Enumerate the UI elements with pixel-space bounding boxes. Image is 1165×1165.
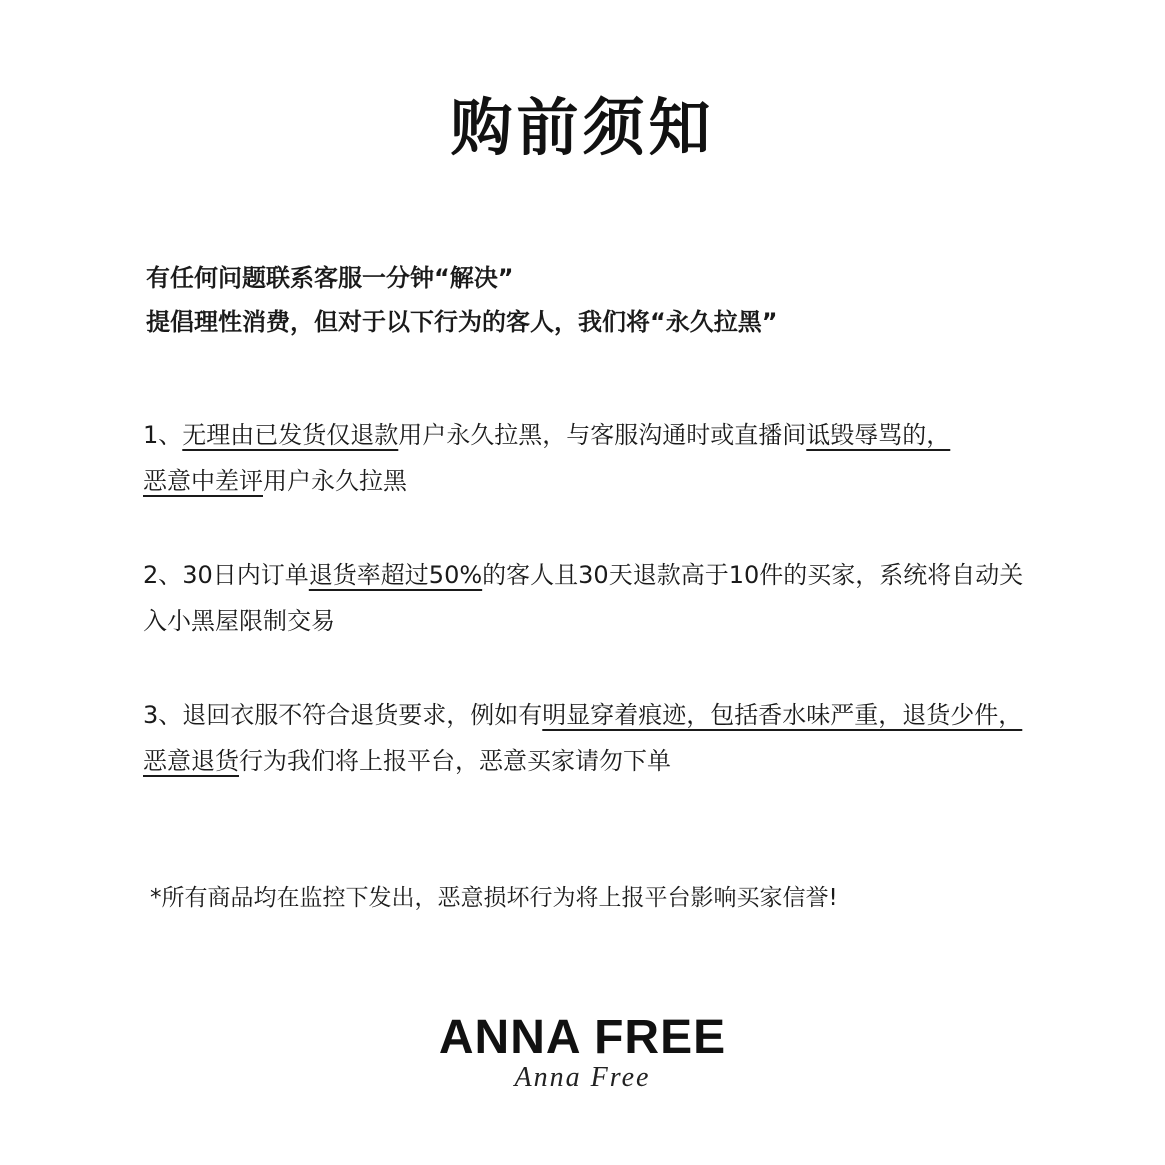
rule-3-segment: 3、退回衣服不符合退货要求，例如有	[143, 701, 543, 729]
rule-2	[143, 552, 1043, 644]
rule-3-segment: 行为我们将上报平台，恶意买家请勿下单	[239, 747, 671, 775]
rule-1-segment: 用户永久拉黑，与客服沟通时或直播间	[398, 421, 807, 449]
monitoring-note: *所有商品均在监控下发出，恶意损坏行为将上报平台影响买家信誉!	[150, 885, 838, 911]
rule-1-segment: 无理由已发货仅退款	[182, 421, 399, 449]
rule-1-segment: 用户永久拉黑	[263, 467, 407, 495]
rule-1-segment: 诋毁辱骂的，	[806, 421, 951, 449]
intro-block	[146, 256, 778, 344]
rule-2-segment: 退货率超过50%	[308, 561, 483, 589]
rule-2-segment: 2、30日内订单	[143, 561, 309, 589]
rule-2-segment: 的客人且30天退款高于10件的买家，系统将自动关入小黑屋限制交易	[143, 561, 1024, 635]
rule-3	[143, 692, 1043, 784]
rule-1-segment: 恶意中差评	[143, 467, 263, 495]
rule-3-segment: 明显穿着痕迹，包括香水味严重，退货少件，恶意退货	[143, 701, 1023, 775]
brand-logo-text: ANNA FREE	[438, 1011, 727, 1064]
intro-line-contact: 有任何问题联系客服一分钟“解决”	[146, 264, 514, 292]
rule-1	[143, 412, 1043, 504]
rule-1-segment: 1、	[143, 421, 183, 449]
intro-line-policy: 提倡理性消费，但对于以下行为的客人，我们将“永久拉黑”	[146, 308, 778, 336]
page-title: 购前须知	[450, 91, 715, 164]
brand-logo-script: Anna Free	[514, 1062, 651, 1093]
